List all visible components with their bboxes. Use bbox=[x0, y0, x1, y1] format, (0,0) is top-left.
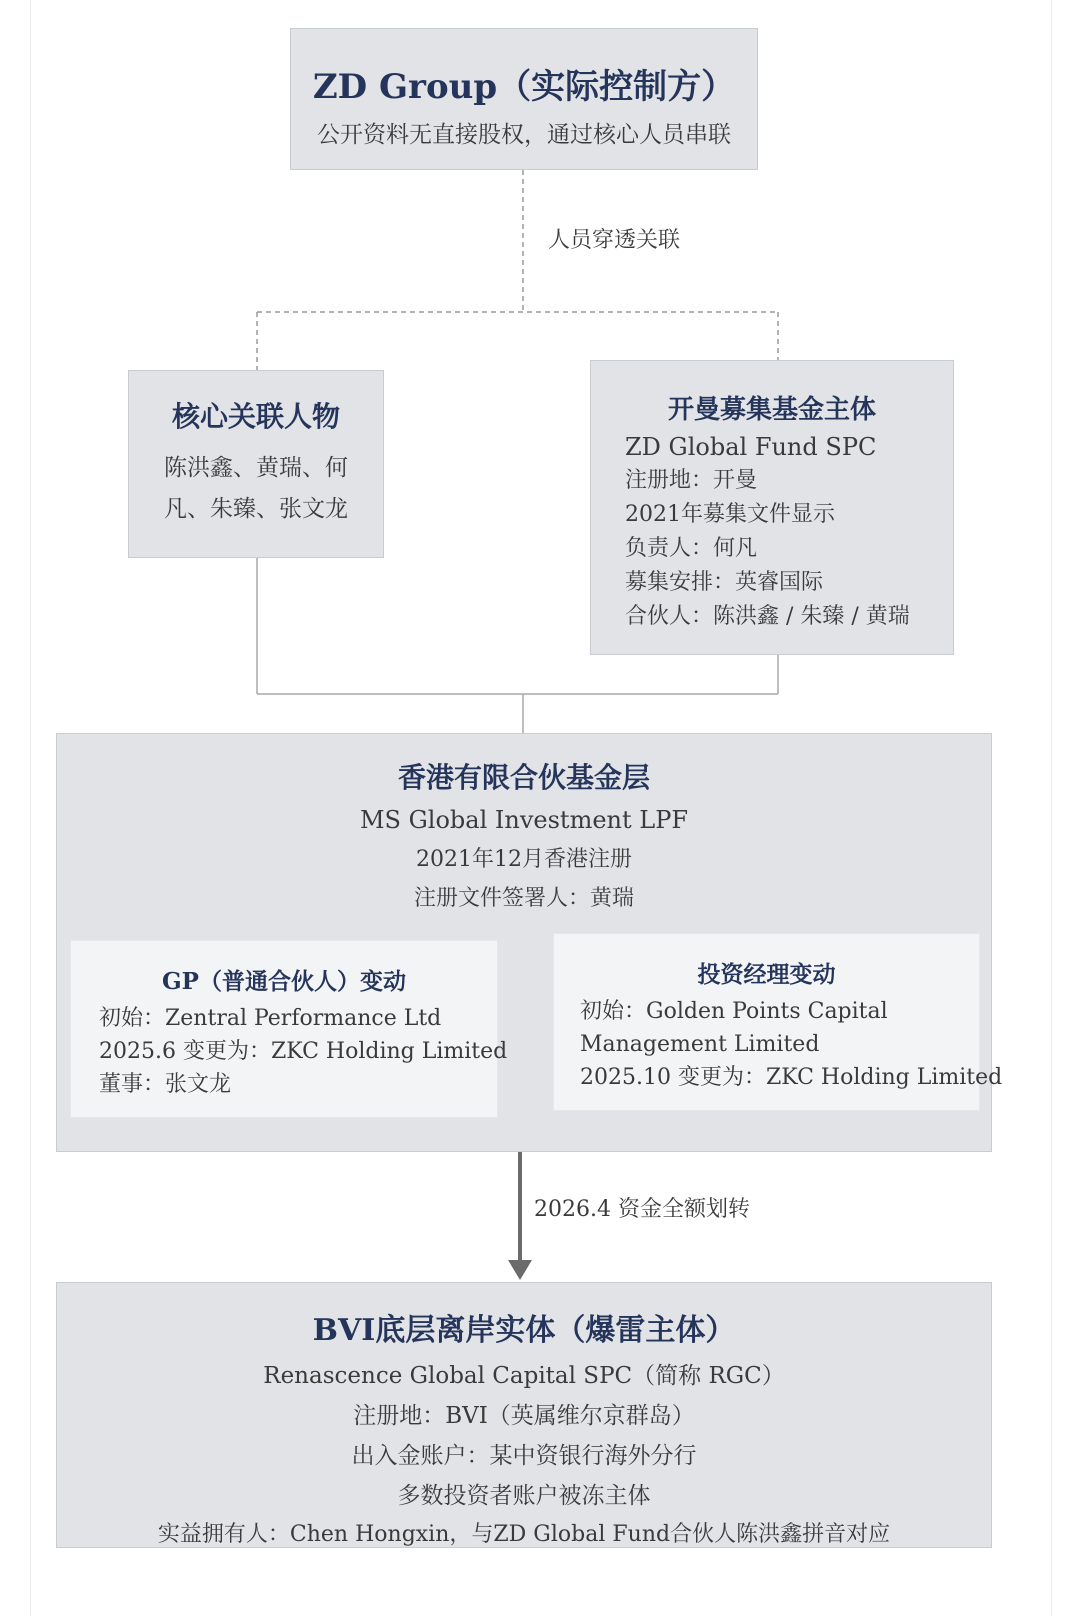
core-people-line-2: 凡、朱臻、张文龙 bbox=[164, 496, 348, 522]
cayman-fund-box bbox=[590, 360, 954, 655]
manager-change-line-3: 2025.10 变更为：ZKC Holding Limited bbox=[580, 1065, 1003, 1090]
cayman-fund-line-2: 注册地：开曼 bbox=[625, 468, 758, 493]
bvi-entity-line-1: Renascence Global Capital SPC（简称 RGC） bbox=[263, 1363, 785, 1389]
zd-group-box bbox=[290, 28, 758, 170]
gp-change-line-3: 董事：张文龙 bbox=[99, 1072, 232, 1097]
link-label: 人员穿透关联 bbox=[548, 228, 681, 253]
cayman-fund-line-3: 2021年募集文件显示 bbox=[625, 502, 835, 527]
cayman-fund-line-6: 合伙人：陈洪鑫 / 朱臻 / 黄瑞 bbox=[625, 604, 910, 629]
zd-group-title: ZD Group（实际控制方） bbox=[312, 67, 736, 107]
manager-change-line-2: Management Limited bbox=[580, 1032, 820, 1057]
zd-group-subtitle: 公开资料无直接股权，通过核心人员串联 bbox=[317, 122, 731, 148]
bvi-entity-box bbox=[56, 1282, 992, 1548]
bvi-entity-line-3: 出入金账户：某中资银行海外分行 bbox=[351, 1443, 697, 1469]
bvi-entity-title: BVI底层离岸实体（爆雷主体） bbox=[312, 1313, 736, 1348]
cayman-fund-line-4: 负责人：何凡 bbox=[625, 536, 758, 561]
core-people-box bbox=[128, 370, 384, 558]
bvi-entity-line-2: 注册地：BVI（英属维尔京群岛） bbox=[353, 1403, 695, 1429]
gp-change-line-2: 2025.6 变更为：ZKC Holding Limited bbox=[99, 1039, 508, 1064]
core-people-line-1: 陈洪鑫、黄瑞、何 bbox=[164, 455, 348, 481]
cayman-fund-line-5: 募集安排：英睿国际 bbox=[625, 570, 824, 595]
bvi-entity-line-5: 实益拥有人：Chen Hongxin，与ZD Global Fund合伙人陈洪鑫拼音对应 bbox=[157, 1522, 891, 1547]
hk-lpf-title: 香港有限合伙基金层 bbox=[397, 761, 650, 794]
manager-change-title: 投资经理变动 bbox=[697, 961, 836, 988]
transfer-label: 2026.4 资金全额划转 bbox=[534, 1197, 750, 1222]
transfer-arrow-head bbox=[508, 1260, 532, 1280]
hk-lpf-line-3: 注册文件签署人：黄瑞 bbox=[413, 886, 634, 911]
hk-lpf-line-1: MS Global Investment LPF bbox=[359, 806, 688, 834]
gp-change-line-1: 初始：Zentral Performance Ltd bbox=[99, 1006, 442, 1031]
core-people-title: 核心关联人物 bbox=[171, 400, 340, 433]
manager-change-box bbox=[553, 933, 1003, 1111]
bvi-entity-line-4: 多数投资者账户被冻主体 bbox=[397, 1483, 651, 1509]
manager-change-line-1: 初始：Golden Points Capital bbox=[580, 999, 888, 1024]
cayman-fund-line-1: ZD Global Fund SPC bbox=[625, 433, 877, 461]
gp-change-box bbox=[70, 940, 508, 1118]
hk-lpf-line-2: 2021年12月香港注册 bbox=[416, 847, 632, 872]
cayman-fund-title: 开曼募集基金主体 bbox=[667, 395, 876, 425]
gp-change-title: GP（普通合伙人）变动 bbox=[162, 968, 406, 995]
